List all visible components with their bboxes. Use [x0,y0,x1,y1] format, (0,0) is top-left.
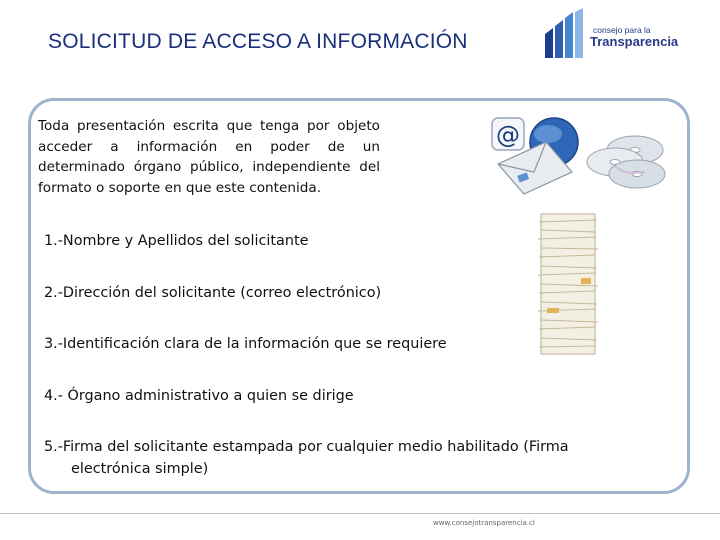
transparencia-logo [543,6,693,62]
logo-small-text: consejo para la [593,25,651,35]
requirement-item-2: 2.-Dirección del solicitante (correo electrónico) [44,285,382,301]
logo-big-text: Transparencia [590,34,679,49]
page-title: SOLICITUD DE ACCESO A INFORMACIÓN [48,30,468,53]
paper-stack-icon [533,208,605,358]
requirement-item-3: 3.-Identificación clara de la información que se requiere [44,336,447,352]
footer-url[interactable]: www.consejotransparencia.cl [433,519,535,527]
email-illustration [488,112,588,197]
email-at-icon [492,118,524,150]
requirement-item-5: 5.-Firma del solicitante estampada por cualquier medio habilitado (Firma electrónica simple) [44,439,569,477]
requirement-item-1: 1.-Nombre y Apellidos del solicitante [44,233,309,249]
requirement-item-4: 4.- Órgano administrativo a quien se dirige [44,388,354,404]
intro-paragraph: Toda presentación escrita que tenga por objeto acceder a información en poder de un determinado órgano público, independiente del formato o soporte en que este contenida. [38,118,380,196]
cd-discs-icon [585,132,669,192]
svg-text:@: @ [496,121,520,149]
footer-divider [0,513,720,514]
